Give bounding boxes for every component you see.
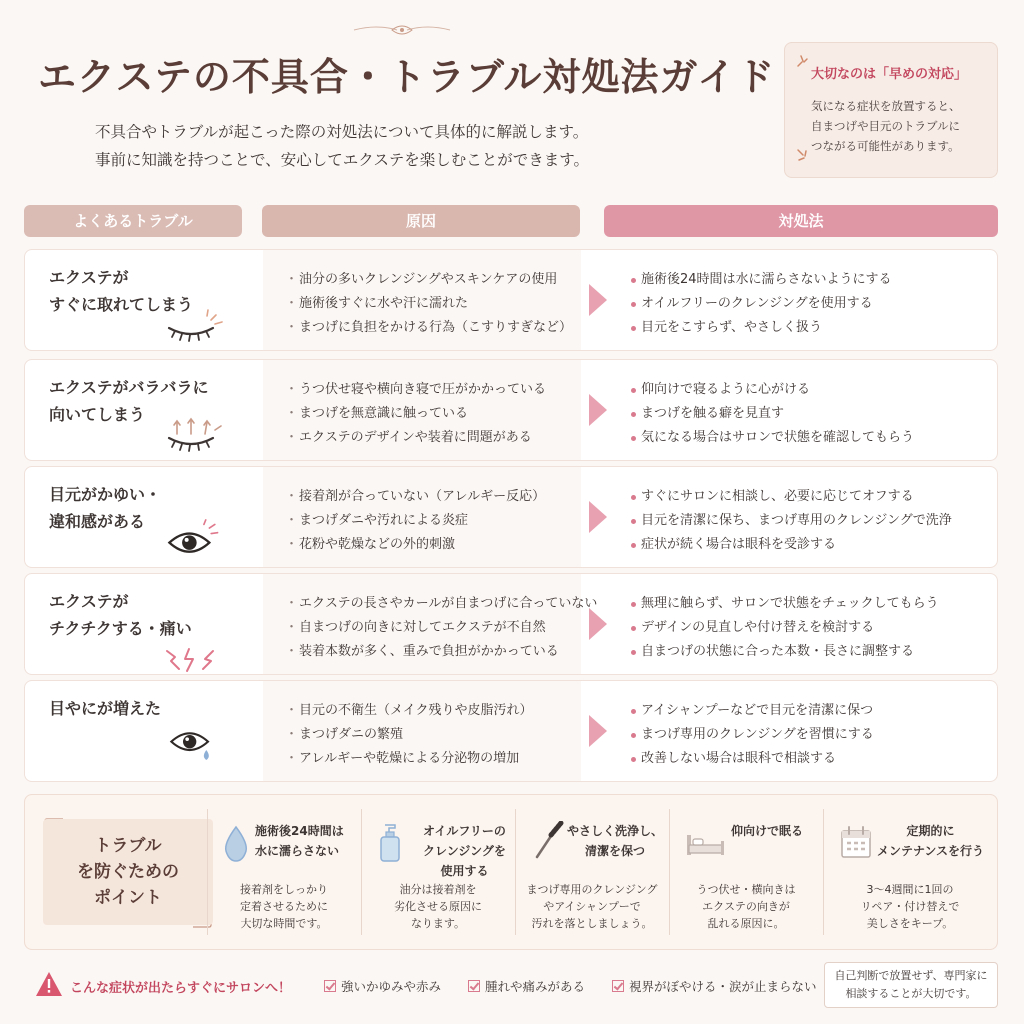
cause-list	[287, 699, 532, 771]
cause-list	[287, 268, 572, 340]
cause-item: ・ 目元の不衛生（メイク残りや皮脂汚れ）	[287, 699, 532, 723]
water-drop-icon	[219, 823, 253, 863]
trouble-label: 目元がかゆい・ 違和感がある	[49, 485, 162, 531]
trouble-row	[24, 573, 998, 675]
lash-brush-icon	[531, 821, 565, 861]
cause-item: ・ 花粉や乾燥などの外的刺激	[287, 533, 545, 557]
fix-item: 目元をこすらず、やさしく扱う	[629, 316, 892, 340]
column-header-fix: 対処法	[604, 205, 998, 237]
intro-text: 不具合やトラブルが起こった際の対処法について具体的に解説します。 事前に知識を持つことで、安心してエクステを楽しむことができます。	[95, 123, 589, 169]
trouble-label: 目やにが増えた	[49, 699, 162, 718]
advice-box: 自己判断で放置せず、専門家に 相談することが大切です。	[824, 962, 998, 1008]
cause-item: ・ エクステの長さやカールが自まつげに合っていない	[287, 592, 597, 616]
fix-item: すぐにサロンに相談し、必要に応じてオフする	[629, 485, 952, 509]
fix-item: アイシャンプーなどで目元を清潔に保つ	[629, 699, 874, 723]
flourish-ornament-icon	[352, 22, 452, 38]
cause-item: ・ まつげに負担をかける行為（こすりすぎなど）	[287, 316, 572, 340]
trouble-row	[24, 680, 998, 782]
fix-list	[629, 592, 939, 664]
cause-item: ・ エクステのデザインや装着に問題がある	[287, 426, 546, 450]
cause-item: ・ まつげを無意識に触っている	[287, 402, 546, 426]
warning-triangle-icon	[34, 970, 64, 998]
point-item: 仰向けで眠る うつ伏せ・横向きは エクステの向きが 乱れる原因に。	[669, 795, 823, 949]
callout-body: 気になる症状を放置すると、 自まつげや目元のトラブルに つながる可能性があります。	[811, 99, 961, 153]
trouble-row	[24, 359, 998, 461]
important-callout	[784, 42, 998, 178]
cause-item: ・ 接着剤が合っていない（アレルギー反応）	[287, 485, 545, 509]
check-icon	[324, 980, 336, 992]
cause-item: ・ 油分の多いクレンジングやスキンケアの使用	[287, 268, 572, 292]
cause-item: ・ 施術後すぐに水や汗に濡れた	[287, 292, 572, 316]
point-item: オイルフリーの クレンジングを 使用する 油分は接着剤を 劣化させる原因に なります。	[361, 795, 515, 949]
page-title: エクステの不具合・トラブル対処法ガイド	[38, 54, 776, 99]
arrow-right-icon	[587, 392, 609, 428]
fix-item: 無理に触らず、サロンで状態をチェックしてもらう	[629, 592, 939, 616]
check-icon	[468, 980, 480, 992]
fix-item: 自まつげの状態に合った本数・長さに調整する	[629, 640, 939, 664]
calendar-icon	[839, 823, 873, 863]
arrow-right-icon	[587, 606, 609, 642]
closed-eye-sparkle-icon	[165, 306, 225, 346]
cause-item: ・ アレルギーや乾燥による分泌物の増加	[287, 747, 532, 771]
cause-item: ・ うつ伏せ寝や横向き寝で圧がかかっている	[287, 378, 546, 402]
cause-list	[287, 485, 545, 557]
fix-item: デザインの見直しや付け替えを検討する	[629, 616, 939, 640]
fix-item: オイルフリーのクレンジングを使用する	[629, 292, 892, 316]
fix-item: まつげを触る癖を見直す	[629, 402, 914, 426]
cause-list	[287, 592, 597, 664]
fix-item: まつげ専用のクレンジングを習慣にする	[629, 723, 874, 747]
trouble-label: エクステが チクチクする・痛い	[49, 592, 192, 638]
check-icon	[612, 980, 624, 992]
points-heading: トラブル を防ぐための ポイント	[43, 819, 213, 925]
fix-item: 仰向けで寝るように心がける	[629, 378, 914, 402]
fix-list	[629, 485, 952, 557]
scattered-lashes-icon	[165, 416, 225, 456]
point-item: 施術後24時間は 水に濡らさない 接着剤をしっかり 定着させるために 大切な時間です。	[207, 795, 361, 949]
cause-item: ・ 装着本数が多く、重みで負担がかかっている	[287, 640, 597, 664]
trouble-label: エクステがバラバラに 向いてしまう	[49, 378, 209, 424]
arrow-right-icon	[587, 282, 609, 318]
pump-bottle-icon	[373, 823, 407, 863]
cause-item: ・ まつげダニや汚れによる炎症	[287, 509, 545, 533]
column-header-cause: 原因	[262, 205, 580, 237]
column-header-trouble: よくあるトラブル	[24, 205, 242, 237]
trouble-label: エクステが すぐに取れてしまう	[49, 268, 194, 314]
symptom-check-item: 腫れや痛みがある	[468, 977, 585, 995]
symptom-check-item: 視界がぼやける・涙が止まらない	[612, 977, 817, 995]
arrow-right-icon	[587, 499, 609, 535]
arrow-right-icon	[587, 713, 609, 749]
fix-list	[629, 699, 874, 771]
fix-list	[629, 268, 892, 340]
fix-item: 目元を清潔に保ち、まつげ専用のクレンジングで洗浄	[629, 509, 952, 533]
lightning-pain-icon	[163, 640, 223, 680]
cause-item: ・ まつげダニの繁殖	[287, 723, 532, 747]
itchy-eye-icon	[163, 519, 223, 559]
fix-list	[629, 378, 914, 450]
callout-title: 大切なのは「早めの対応」	[811, 67, 968, 82]
sparkle-icon	[796, 148, 812, 164]
fix-item: 改善しない場合は眼科で相談する	[629, 747, 874, 771]
alert-title: こんな症状が出たらすぐにサロンへ！	[70, 981, 292, 996]
sparkle-icon	[796, 54, 812, 68]
teary-eye-icon	[163, 725, 223, 765]
prevention-points	[24, 794, 998, 950]
fix-item: 気になる場合はサロンで状態を確認してもらう	[629, 426, 914, 450]
fix-item: 施術後24時間は水に濡らさないようにする	[629, 268, 892, 292]
bed-icon	[685, 823, 725, 863]
symptom-check-item: 強いかゆみや赤み	[324, 977, 441, 995]
cause-list	[287, 378, 546, 450]
trouble-row	[24, 466, 998, 568]
cause-item: ・ 自まつげの向きに対してエクステが不自然	[287, 616, 597, 640]
point-item: やさしく洗浄し、 清潔を保つ まつげ専用のクレンジング やアイシャンプーで 汚れを落としましょう。	[515, 795, 669, 949]
trouble-row	[24, 249, 998, 351]
point-item: 定期的に メンテナンスを行う 3〜4週間に1回の リペア・付け替えで 美しさをキープ。	[823, 795, 997, 949]
fix-item: 症状が続く場合は眼科を受診する	[629, 533, 952, 557]
